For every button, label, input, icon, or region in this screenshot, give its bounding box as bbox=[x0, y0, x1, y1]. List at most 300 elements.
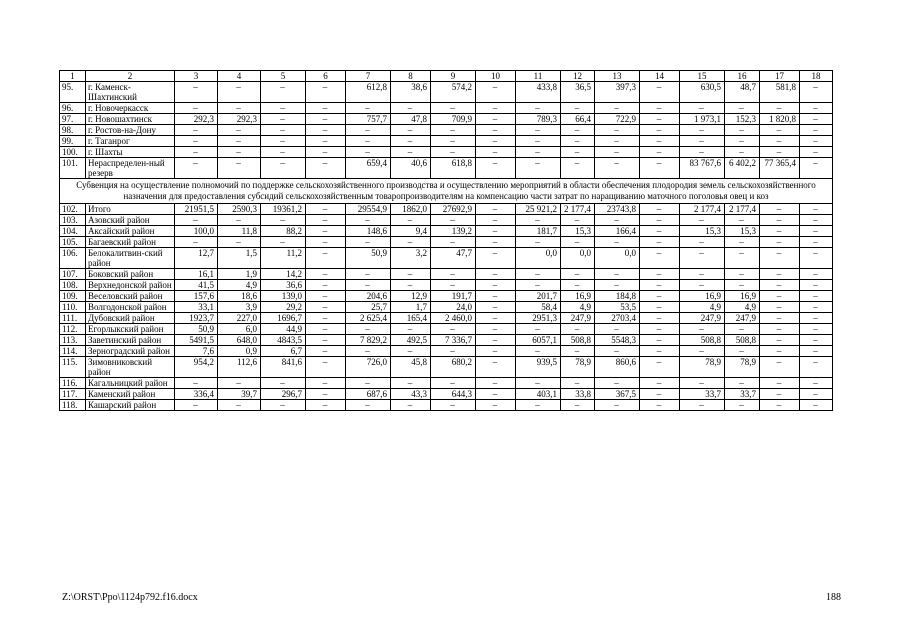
table-cell: – bbox=[640, 335, 680, 346]
table-cell: 630,5 bbox=[680, 82, 725, 103]
table-cell: – bbox=[760, 125, 800, 136]
table-cell: – bbox=[595, 237, 640, 248]
table-cell: 21951,5 bbox=[175, 204, 218, 215]
table-cell: 296,7 bbox=[261, 389, 306, 400]
table-cell: 78,9 bbox=[561, 357, 595, 378]
row-number: 114. bbox=[60, 346, 86, 357]
table-cell: – bbox=[680, 125, 725, 136]
table-cell: – bbox=[640, 389, 680, 400]
table-cell: – bbox=[595, 324, 640, 335]
table-cell: 3,9 bbox=[218, 302, 261, 313]
table-cell: 100,0 bbox=[175, 226, 218, 237]
table-cell: – bbox=[431, 103, 476, 114]
table-cell: 659,4 bbox=[346, 158, 391, 179]
table-cell: – bbox=[516, 346, 561, 357]
table-cell: 9,4 bbox=[391, 226, 431, 237]
row-number: 103. bbox=[60, 215, 86, 226]
table-cell: – bbox=[800, 389, 833, 400]
column-number: 11 bbox=[516, 71, 561, 82]
table-cell: – bbox=[261, 136, 306, 147]
table-cell: 83 767,6 bbox=[680, 158, 725, 179]
table-cell: – bbox=[640, 136, 680, 147]
row-name: г. Ростов-на-Дону bbox=[86, 125, 175, 136]
table-cell: – bbox=[725, 280, 760, 291]
table-row bbox=[60, 324, 833, 335]
table-cell: 247,9 bbox=[680, 313, 725, 324]
table-cell: 757,7 bbox=[346, 114, 391, 125]
table-cell: – bbox=[476, 400, 516, 411]
table-cell: – bbox=[725, 136, 760, 147]
table-cell: – bbox=[306, 204, 346, 215]
table-cell: – bbox=[306, 158, 346, 179]
table-cell: – bbox=[391, 237, 431, 248]
table-cell: – bbox=[640, 346, 680, 357]
table-cell: – bbox=[261, 125, 306, 136]
table-cell: – bbox=[306, 378, 346, 389]
column-number: 13 bbox=[595, 71, 640, 82]
table-cell: – bbox=[306, 215, 346, 226]
table-cell: 1923,7 bbox=[175, 313, 218, 324]
table-cell: 954,2 bbox=[175, 357, 218, 378]
table-row bbox=[60, 346, 833, 357]
table-cell: – bbox=[725, 237, 760, 248]
table-cell: – bbox=[391, 125, 431, 136]
table-cell: 709,9 bbox=[431, 114, 476, 125]
table-cell: – bbox=[476, 378, 516, 389]
table-cell: – bbox=[800, 147, 833, 158]
table-cell: – bbox=[175, 158, 218, 179]
table-cell: – bbox=[760, 400, 800, 411]
table-cell: 367,5 bbox=[595, 389, 640, 400]
table-cell: – bbox=[680, 237, 725, 248]
table-cell: 139,0 bbox=[261, 291, 306, 302]
table-cell: 16,9 bbox=[725, 291, 760, 302]
table-cell: 16,1 bbox=[175, 269, 218, 280]
table-cell: 33,7 bbox=[725, 389, 760, 400]
table-cell: – bbox=[516, 215, 561, 226]
table-cell: – bbox=[800, 335, 833, 346]
table-cell: – bbox=[725, 147, 760, 158]
table-cell: – bbox=[431, 400, 476, 411]
row-number: 115. bbox=[60, 357, 86, 378]
table-cell: – bbox=[431, 378, 476, 389]
table-cell: – bbox=[760, 204, 800, 215]
table-cell: – bbox=[561, 324, 595, 335]
row-name: г. Каменск-Шахтинский bbox=[86, 82, 175, 103]
table-cell: 4,9 bbox=[680, 302, 725, 313]
row-number: 101. bbox=[60, 158, 86, 179]
table-cell: 7 829,2 bbox=[346, 335, 391, 346]
table-cell: – bbox=[640, 400, 680, 411]
table-cell: – bbox=[800, 125, 833, 136]
table-cell: 66,4 bbox=[561, 114, 595, 125]
table-cell: – bbox=[476, 158, 516, 179]
table-cell: – bbox=[346, 147, 391, 158]
table-cell: 139,2 bbox=[431, 226, 476, 237]
table-cell: – bbox=[760, 389, 800, 400]
table-row bbox=[60, 291, 833, 302]
table-cell: – bbox=[760, 237, 800, 248]
table-cell: 789,3 bbox=[516, 114, 561, 125]
table-cell: – bbox=[175, 400, 218, 411]
table-cell: – bbox=[306, 103, 346, 114]
table-cell: – bbox=[800, 215, 833, 226]
table-cell: – bbox=[516, 280, 561, 291]
table-cell: 47,7 bbox=[431, 248, 476, 269]
table-cell: – bbox=[640, 291, 680, 302]
table-cell: 18,6 bbox=[218, 291, 261, 302]
table-cell: – bbox=[760, 147, 800, 158]
table-cell: 841,6 bbox=[261, 357, 306, 378]
section-title: Субвенция на осуществление полномочий по поддержке сельскохозяйственного производства и осуществлению мероприятий в области обеспечения плодородия земель сельскохозяйственного назначения для предоставления субсидий сельскохозяйственным товаропроизводителям на компенсацию части затрат по наращиванию маточного поголовья овец и коз bbox=[60, 179, 833, 204]
table-cell: – bbox=[391, 103, 431, 114]
table-row bbox=[60, 400, 833, 411]
table-cell: – bbox=[516, 125, 561, 136]
table-cell: – bbox=[476, 204, 516, 215]
table-row bbox=[60, 313, 833, 324]
column-number: 17 bbox=[760, 71, 800, 82]
table-cell: – bbox=[800, 204, 833, 215]
table-cell: – bbox=[431, 346, 476, 357]
table-cell: – bbox=[476, 248, 516, 269]
table-cell: 204,6 bbox=[346, 291, 391, 302]
table-cell: – bbox=[391, 378, 431, 389]
table-cell: – bbox=[391, 269, 431, 280]
table-cell: 36,5 bbox=[561, 82, 595, 103]
table-row bbox=[60, 226, 833, 237]
table-cell: 157,6 bbox=[175, 291, 218, 302]
row-number: 99. bbox=[60, 136, 86, 147]
column-number: 14 bbox=[640, 71, 680, 82]
table-cell: – bbox=[391, 136, 431, 147]
row-name: Егорлыкский район bbox=[86, 324, 175, 335]
table-cell: 403,1 bbox=[516, 389, 561, 400]
table-cell: 15,3 bbox=[725, 226, 760, 237]
table-cell: – bbox=[516, 158, 561, 179]
table-cell: – bbox=[391, 280, 431, 291]
row-name: Азовский район bbox=[86, 215, 175, 226]
table-cell: – bbox=[261, 147, 306, 158]
table-row bbox=[60, 389, 833, 400]
row-number: 109. bbox=[60, 291, 86, 302]
table-cell: – bbox=[640, 125, 680, 136]
table-cell: – bbox=[346, 269, 391, 280]
table-cell: 292,3 bbox=[218, 114, 261, 125]
row-name: Веселовский район bbox=[86, 291, 175, 302]
table-cell: 25 921,2 bbox=[516, 204, 561, 215]
table-cell: – bbox=[431, 237, 476, 248]
table-cell: 112,6 bbox=[218, 357, 261, 378]
table-cell: 16,9 bbox=[680, 291, 725, 302]
table-cell: – bbox=[760, 103, 800, 114]
table-cell: – bbox=[800, 291, 833, 302]
table-cell: – bbox=[476, 114, 516, 125]
table-cell: 492,5 bbox=[391, 335, 431, 346]
row-number: 112. bbox=[60, 324, 86, 335]
table-cell: 574,2 bbox=[431, 82, 476, 103]
table-cell: – bbox=[391, 400, 431, 411]
table-cell: 508,8 bbox=[725, 335, 760, 346]
table-cell: – bbox=[175, 136, 218, 147]
table-cell: 860,6 bbox=[595, 357, 640, 378]
table-cell: – bbox=[261, 400, 306, 411]
table-cell: – bbox=[595, 158, 640, 179]
table-cell: 78,9 bbox=[725, 357, 760, 378]
table-cell: 292,3 bbox=[175, 114, 218, 125]
row-number: 105. bbox=[60, 237, 86, 248]
table-cell: – bbox=[431, 136, 476, 147]
table-cell: – bbox=[680, 378, 725, 389]
table-cell: – bbox=[760, 335, 800, 346]
table-cell: 1696,7 bbox=[261, 313, 306, 324]
table-cell: – bbox=[800, 269, 833, 280]
table-cell: 44,9 bbox=[261, 324, 306, 335]
table-cell: 644,3 bbox=[431, 389, 476, 400]
table-cell: 247,9 bbox=[561, 313, 595, 324]
row-name: Итого bbox=[86, 204, 175, 215]
table-cell: – bbox=[218, 103, 261, 114]
table-cell: – bbox=[640, 269, 680, 280]
table-cell: 36,6 bbox=[261, 280, 306, 291]
row-name: Багаевский район bbox=[86, 237, 175, 248]
table-cell: 2703,4 bbox=[595, 313, 640, 324]
table-cell: – bbox=[261, 215, 306, 226]
column-number: 5 bbox=[261, 71, 306, 82]
table-cell: 7,6 bbox=[175, 346, 218, 357]
table-cell: 4,9 bbox=[561, 302, 595, 313]
table-cell: – bbox=[391, 215, 431, 226]
table-cell: – bbox=[800, 400, 833, 411]
table-cell: – bbox=[346, 324, 391, 335]
table-cell: – bbox=[306, 147, 346, 158]
table-cell: – bbox=[261, 237, 306, 248]
table-cell: 39,7 bbox=[218, 389, 261, 400]
table-row bbox=[60, 269, 833, 280]
table-cell: – bbox=[640, 378, 680, 389]
table-cell: 184,8 bbox=[595, 291, 640, 302]
column-number: 9 bbox=[431, 71, 476, 82]
table-cell: – bbox=[800, 280, 833, 291]
table-cell: – bbox=[725, 378, 760, 389]
section-row bbox=[60, 179, 833, 204]
table-cell: – bbox=[640, 248, 680, 269]
row-number: 102. bbox=[60, 204, 86, 215]
table-cell: – bbox=[760, 346, 800, 357]
table-cell: – bbox=[640, 103, 680, 114]
row-name: г. Новошахтинск bbox=[86, 114, 175, 125]
table-cell: – bbox=[640, 302, 680, 313]
row-name: Дубовский район bbox=[86, 313, 175, 324]
table-cell: – bbox=[476, 103, 516, 114]
table-cell: – bbox=[595, 147, 640, 158]
row-name: Кагальницкий район bbox=[86, 378, 175, 389]
table-cell: 3,2 bbox=[391, 248, 431, 269]
table-cell: – bbox=[218, 237, 261, 248]
table-cell: – bbox=[175, 237, 218, 248]
table-cell: – bbox=[175, 147, 218, 158]
row-number: 116. bbox=[60, 378, 86, 389]
table-cell: 33,7 bbox=[680, 389, 725, 400]
table-cell: – bbox=[680, 280, 725, 291]
table-cell: – bbox=[680, 103, 725, 114]
table-cell: 726,0 bbox=[346, 357, 391, 378]
column-number: 15 bbox=[680, 71, 725, 82]
table-cell: 680,2 bbox=[431, 357, 476, 378]
table-cell: 618,8 bbox=[431, 158, 476, 179]
table-cell: – bbox=[306, 357, 346, 378]
row-number: 104. bbox=[60, 226, 86, 237]
table-cell: 581,8 bbox=[760, 82, 800, 103]
table-cell: 2 460,0 bbox=[431, 313, 476, 324]
table-row bbox=[60, 378, 833, 389]
table-cell: – bbox=[306, 269, 346, 280]
table-cell: – bbox=[595, 136, 640, 147]
table-cell: 201,7 bbox=[516, 291, 561, 302]
table-cell: 77 365,4 bbox=[760, 158, 800, 179]
row-number: 98. bbox=[60, 125, 86, 136]
table-cell: – bbox=[760, 324, 800, 335]
table-cell: – bbox=[725, 269, 760, 280]
table-cell: 88,2 bbox=[261, 226, 306, 237]
column-number: 8 bbox=[391, 71, 431, 82]
table-cell: – bbox=[218, 215, 261, 226]
table-row bbox=[60, 248, 833, 269]
table-cell: 181,7 bbox=[516, 226, 561, 237]
table-cell: 41,5 bbox=[175, 280, 218, 291]
table-cell: – bbox=[476, 357, 516, 378]
column-number: 10 bbox=[476, 71, 516, 82]
table-cell: – bbox=[346, 215, 391, 226]
table-cell: – bbox=[306, 248, 346, 269]
table-cell: 1,9 bbox=[218, 269, 261, 280]
row-name: Заветинский район bbox=[86, 335, 175, 346]
table-cell: – bbox=[476, 346, 516, 357]
table-cell: – bbox=[391, 346, 431, 357]
table-cell: – bbox=[516, 324, 561, 335]
table-cell: 4,9 bbox=[218, 280, 261, 291]
table-cell: 29,2 bbox=[261, 302, 306, 313]
table-cell: – bbox=[346, 136, 391, 147]
budget-table bbox=[59, 70, 833, 411]
table-cell: – bbox=[680, 147, 725, 158]
table-cell: – bbox=[476, 82, 516, 103]
table-cell: 2951,3 bbox=[516, 313, 561, 324]
table-cell: – bbox=[800, 302, 833, 313]
table-cell: – bbox=[476, 291, 516, 302]
table-cell: 939,5 bbox=[516, 357, 561, 378]
table-cell: 0,0 bbox=[595, 248, 640, 269]
table-cell: – bbox=[760, 357, 800, 378]
table-cell: – bbox=[760, 291, 800, 302]
table-cell: – bbox=[595, 280, 640, 291]
table-cell: – bbox=[640, 158, 680, 179]
table-cell: 397,3 bbox=[595, 82, 640, 103]
row-number: 96. bbox=[60, 103, 86, 114]
table-cell: 38,6 bbox=[391, 82, 431, 103]
table-cell: – bbox=[561, 280, 595, 291]
table-cell: 1 973,1 bbox=[680, 114, 725, 125]
table-cell: – bbox=[306, 226, 346, 237]
table-row bbox=[60, 280, 833, 291]
table-cell: – bbox=[800, 136, 833, 147]
table-cell: 336,4 bbox=[175, 389, 218, 400]
table-cell: – bbox=[261, 82, 306, 103]
table-cell: – bbox=[476, 226, 516, 237]
table-cell: 2 177,4 bbox=[680, 204, 725, 215]
table-cell: – bbox=[561, 103, 595, 114]
table-cell: 14,2 bbox=[261, 269, 306, 280]
table-cell: – bbox=[760, 269, 800, 280]
row-name: Нераспределен-ный резерв bbox=[86, 158, 175, 179]
table-cell: – bbox=[561, 147, 595, 158]
table-cell: – bbox=[595, 400, 640, 411]
table-cell: – bbox=[306, 125, 346, 136]
table-cell: 2 625,4 bbox=[346, 313, 391, 324]
table-row bbox=[60, 103, 833, 114]
table-cell: – bbox=[640, 215, 680, 226]
table-cell: – bbox=[516, 400, 561, 411]
table-cell: 0,0 bbox=[516, 248, 561, 269]
table-cell: 5491,5 bbox=[175, 335, 218, 346]
table-cell: – bbox=[760, 226, 800, 237]
table-cell: 0,0 bbox=[561, 248, 595, 269]
table-cell: – bbox=[306, 114, 346, 125]
table-row bbox=[60, 136, 833, 147]
table-cell: – bbox=[175, 378, 218, 389]
table-cell: 1862,0 bbox=[391, 204, 431, 215]
table-cell: – bbox=[306, 324, 346, 335]
table-cell: 508,8 bbox=[561, 335, 595, 346]
table-cell: – bbox=[725, 248, 760, 269]
table-cell: 433,8 bbox=[516, 82, 561, 103]
table-cell: 508,8 bbox=[680, 335, 725, 346]
row-name: г. Шахты bbox=[86, 147, 175, 158]
table-cell: – bbox=[218, 125, 261, 136]
table-cell: 7 336,7 bbox=[431, 335, 476, 346]
table-cell: – bbox=[561, 378, 595, 389]
table-cell: – bbox=[800, 114, 833, 125]
column-number: 2 bbox=[86, 71, 175, 82]
table-cell: 50,9 bbox=[346, 248, 391, 269]
table-cell: – bbox=[306, 313, 346, 324]
page-number: 188 bbox=[826, 592, 841, 603]
table-cell: 152,3 bbox=[725, 114, 760, 125]
column-number: 7 bbox=[346, 71, 391, 82]
row-name: Каменский район bbox=[86, 389, 175, 400]
row-number: 95. bbox=[60, 82, 86, 103]
table-cell: 5548,3 bbox=[595, 335, 640, 346]
table-cell: – bbox=[800, 346, 833, 357]
table-row bbox=[60, 237, 833, 248]
table-cell: – bbox=[306, 82, 346, 103]
table-cell: – bbox=[725, 125, 760, 136]
row-name: Зимовниковский район bbox=[86, 357, 175, 378]
table-cell: – bbox=[431, 215, 476, 226]
row-number: 117. bbox=[60, 389, 86, 400]
table-cell: – bbox=[175, 103, 218, 114]
table-cell: – bbox=[391, 324, 431, 335]
table-cell: – bbox=[175, 82, 218, 103]
table-cell: – bbox=[306, 280, 346, 291]
table-cell: – bbox=[800, 103, 833, 114]
table-cell: 11,2 bbox=[261, 248, 306, 269]
table-cell: 53,5 bbox=[595, 302, 640, 313]
table-cell: 2590,3 bbox=[218, 204, 261, 215]
table-cell: 43,3 bbox=[391, 389, 431, 400]
table-cell: – bbox=[476, 280, 516, 291]
table-cell: – bbox=[561, 269, 595, 280]
table-cell: 25,7 bbox=[346, 302, 391, 313]
